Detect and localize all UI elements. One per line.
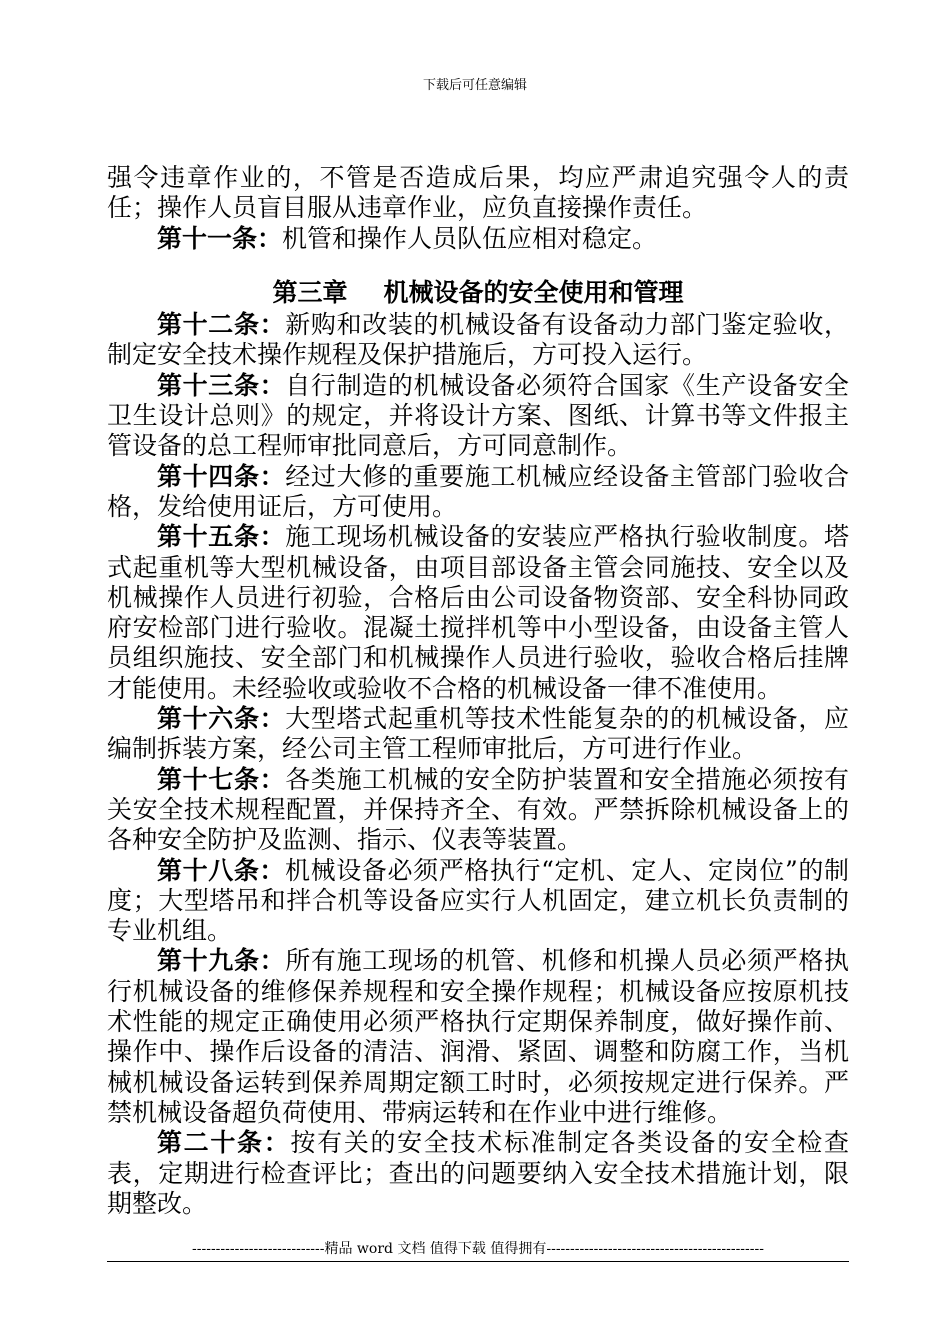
- article-13: [107, 371, 849, 462]
- chapter-number: 第三章: [272, 277, 348, 307]
- article-text: 各类施工机械的安全防护装置和安全措施必须按有关安全技术规程配置，并保持齐全、有效。严禁拆除机械设备上的各种安全防护及监测、指示、仪表等装置。: [107, 764, 849, 855]
- document-body: [107, 163, 849, 1219]
- page-header: [0, 78, 950, 94]
- article-label: 第十一条：: [157, 223, 283, 253]
- article-text: 自行制造的机械设备必须符合国家《生产设备安全卫生设计总则》的规定，并将设计方案、图纸、计算书等文件报主管设备的总工程师审批同意后，方可同意制作。: [107, 370, 849, 461]
- article-text: 大型塔式起重机等技术性能复杂的的机械设备，应编制拆装方案，经公司主管工程师审批后，方可进行作业。: [107, 704, 849, 764]
- article-label: 第十九条：: [157, 946, 286, 976]
- footer-divider: [107, 1261, 849, 1262]
- article-text: 按有关的安全技术标准制定各类设备的安全检查表，定期进行检查评比；查出的问题要纳入安全技术措施计划，限期整改。: [107, 1128, 849, 1218]
- article-label: 第十八条：: [157, 855, 286, 885]
- paragraph-text: 强令违章作业的，不管是否造成后果，均应严肃追究强令人的责任；操作人员盲目服从违章作业，应负直接操作责任。: [107, 163, 849, 223]
- article-text: 机械设备必须严格执行“定机、定人、定岗位”的制度；大型塔吊和拌合机等设备应实行人机固定，建立机长负责制的专业机组。: [107, 855, 849, 946]
- article-label: 第十四条：: [157, 461, 286, 491]
- article-16: [107, 704, 849, 765]
- article-label: 第十二条：: [157, 310, 286, 340]
- article-label: 第十七条：: [157, 764, 286, 794]
- article-text: 新购和改装的机械设备有设备动力部门鉴定验收，制定安全技术操作规程及保护措施后，方可投入运行。: [107, 310, 849, 370]
- footer-left-dashes: ----------------------------: [192, 1241, 325, 1257]
- article-14: [107, 462, 849, 523]
- paragraph-continuation: [107, 163, 849, 224]
- article-15: [107, 522, 849, 704]
- article-text: 施工现场机械设备的安装应严格执行验收制度。塔式起重机等大型机械设备，由项目部设备主管会同施技、安全以及机械操作人员进行初验，合格后由公司设备物资部、安全科协同政府安检部门进行验收。混凝土搅拌机等中小型设备，由设备主管人员组织施技、安全部门和机械操作人员进行验收，验收合格后挂牌才能使用。未经验收或验收不合格的机械设备一律不准使用。: [107, 522, 849, 703]
- footer-text: 精品 word 文档 值得下载 值得拥有: [324, 1241, 547, 1257]
- chapter-title: 机械设备的安全使用和管理: [383, 277, 684, 307]
- article-text: 经过大修的重要施工机械应经设备主管部门验收合格，发给使用证后，方可使用。: [107, 461, 849, 521]
- article-text: 机管和操作人员队伍应相对稳定。: [282, 223, 658, 253]
- article-label: 第十六条：: [157, 704, 286, 734]
- article-label: 第二十条：: [157, 1128, 291, 1158]
- article-17: [107, 765, 849, 856]
- page-footer: [107, 1239, 849, 1259]
- article-20: [107, 1128, 849, 1219]
- article-19: [107, 946, 849, 1128]
- article-label: 第十三条：: [157, 370, 286, 400]
- header-text: 下载后可任意编辑: [422, 78, 527, 93]
- chapter-heading: [107, 278, 849, 308]
- footer-right-dashes: ----------------------------------------------: [546, 1241, 764, 1257]
- article-11: [107, 224, 849, 254]
- article-18: [107, 856, 849, 947]
- article-12: [107, 310, 849, 371]
- article-label: 第十五条：: [157, 522, 286, 552]
- article-text: 所有施工现场的机管、机修和机操人员必须严格执行机械设备的维修保养规程和安全操作规程；机械设备应按原机技术性能的规定正确使用必须严格执行定期保养制度，做好操作前、操作中、操作后设备的清洁、润滑、紧固、调整和防腐工作，当机械机械设备运转到保养周期定额工时时，必须按规定进行保养。严禁机械设备超负荷使用、带病运转和在作业中进行维修。: [107, 946, 849, 1127]
